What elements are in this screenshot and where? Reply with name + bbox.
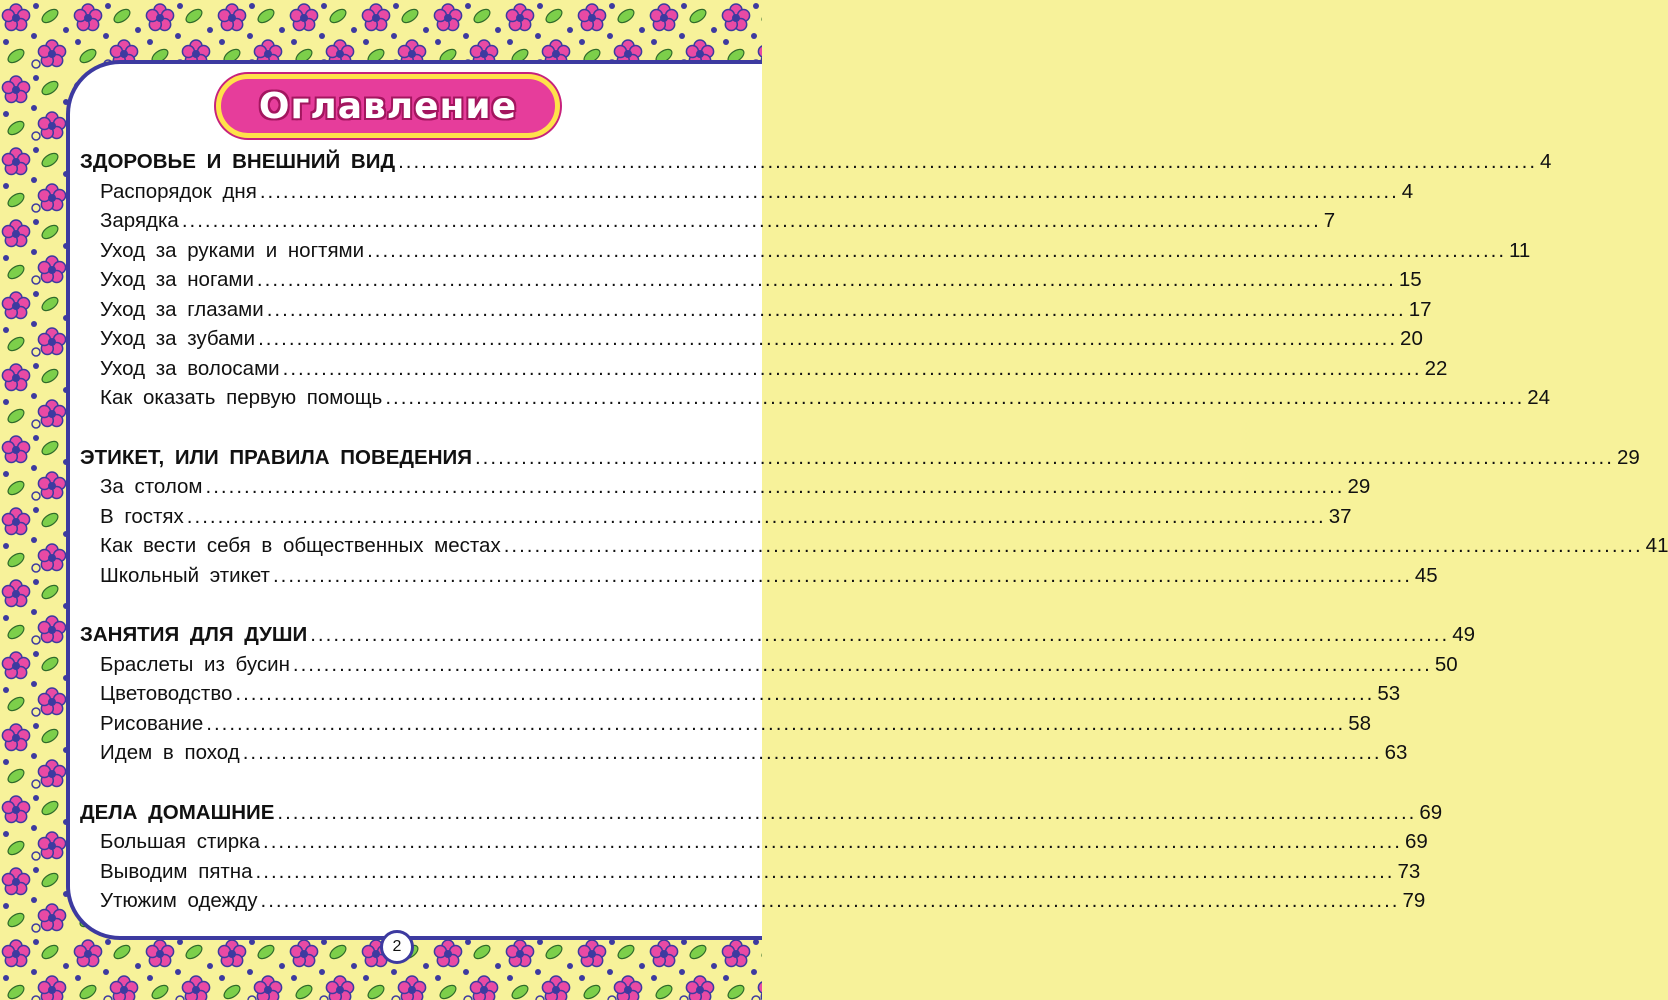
page-number: 2 [392, 938, 402, 955]
toc-section-heading[interactable]: ЗАНЯТИЯ ДЛЯ ДУШИ .................................................................................................................................................... 49 [80, 623, 1475, 646]
toc-section-heading[interactable]: ЗДОРОВЬЕ И ВНЕШНИЙ ВИД .................................................................................................................................................... 4 [80, 150, 1552, 173]
toc-entry[interactable]: Уход за зубами .................................................................................................................................................... 20 [100, 327, 1423, 350]
toc-entry[interactable]: За столом .................................................................................................................................................... 29 [100, 475, 1371, 498]
toc-entry[interactable]: Распорядок дня .................................................................................................................................................... 4 [100, 179, 1414, 203]
toc-entry[interactable]: Выводим пятна .................................................................................................................................................... 73 [100, 859, 1421, 883]
toc-entry[interactable]: Как оказать первую помощь .................................................................................................................................................... 24 [100, 386, 1551, 409]
toc-section [80, 623, 1475, 771]
toc-entry[interactable]: Браслеты из бусин .................................................................................................................................................... 50 [100, 652, 1458, 676]
toc-entry[interactable]: Уход за ногами .................................................................................................................................................... 15 [100, 268, 1422, 291]
toc-entry[interactable]: Идем в поход .................................................................................................................................................... 63 [100, 741, 1408, 764]
title-badge [216, 74, 560, 138]
toc-section-heading[interactable]: ЭТИКЕТ, ИЛИ ПРАВИЛА ПОВЕДЕНИЯ .................................................................................................................................................... 29 [80, 445, 1640, 469]
toc-entry[interactable]: Утюжим одежду .................................................................................................................................................... 79 [100, 889, 1426, 912]
toc-entry[interactable]: Как вести себя в общественных местах .................................................................................................................................................... 41 [100, 534, 1668, 557]
toc-section-heading[interactable]: ДЕЛА ДОМАШНИЕ .................................................................................................................................................... 69 [80, 800, 1443, 824]
toc-entry[interactable]: Уход за волосами .................................................................................................................................................... 22 [100, 356, 1448, 380]
page-number-badge [380, 930, 414, 964]
page-title: Оглавление [258, 85, 518, 127]
table-of-contents [80, 150, 1668, 949]
toc-entry[interactable]: Цветоводство .................................................................................................................................................... 53 [100, 682, 1401, 705]
toc-entry[interactable]: В гостях .................................................................................................................................................... 37 [100, 504, 1352, 528]
toc-section [80, 445, 1668, 594]
toc-entry[interactable]: Большая стирка .................................................................................................................................................... 69 [100, 830, 1428, 853]
toc-entry[interactable]: Зарядка .................................................................................................................................................... 7 [100, 209, 1336, 232]
toc-section [80, 150, 1552, 416]
toc-section [80, 800, 1443, 919]
toc-entry[interactable]: Школьный этикет .................................................................................................................................................... 45 [100, 563, 1438, 587]
toc-entry[interactable]: Рисование .................................................................................................................................................... 58 [100, 711, 1372, 735]
toc-entry[interactable]: Уход за глазами .................................................................................................................................................... 17 [100, 297, 1432, 321]
toc-entry[interactable]: Уход за руками и ногтями .................................................................................................................................................... 11 [100, 238, 1531, 262]
